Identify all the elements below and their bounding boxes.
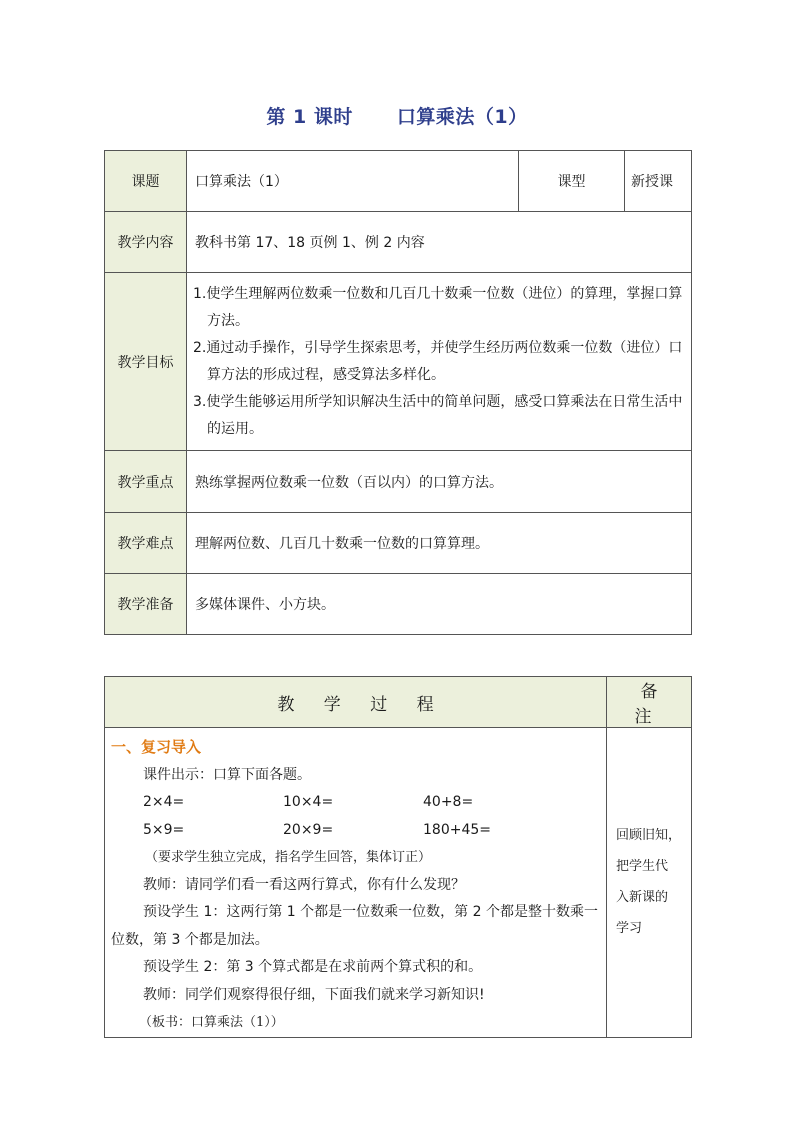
process-body-row [105,728,692,1038]
goals-label: 教学目标 [105,273,187,451]
content-label: 教学内容 [105,212,187,273]
row-goals [105,273,692,451]
goal-item: 1.使学生理解两位数乘一位数和几百几十数乘一位数（进位）的算理，掌握口算方法。 [193,285,683,329]
row-preparation [105,574,692,635]
subject-value: 口算乘法（1） [187,151,519,212]
expression: 2×4= [143,794,185,810]
section-title: 一、复习导入 [111,738,202,756]
note-line: 入新课的 [616,890,669,906]
student-answer-2: 预设学生 2：第 3 个算式都是在求前两个算式积的和。 [143,959,483,975]
goal-item: 3.使学生能够运用所学知识解决生活中的简单问题，感受口算乘法在日常生活中的运用。 [193,393,683,437]
teaching-process-table [104,676,692,1038]
expression: 5×9= [143,821,185,838]
key-label: 教学重点 [105,451,187,513]
row-difficulty [105,513,692,574]
difficulty-value: 理解两位数、几百几十数乘一位数的口算算理。 [187,513,692,574]
content-value: 教科书第 17、18 页例 1、例 2 内容 [187,212,692,273]
expression: 20×9= [283,821,334,838]
difficulty-label: 教学难点 [105,513,187,574]
process-content [105,728,607,1038]
note-line: 学习 [616,921,643,937]
goal-item: 2.通过动手操作，引导学生探索思考，并使学生经历两位数乘一位数（进位）口算方法的形成过程，感受算法多样化。 [193,339,683,383]
expression: 10×4= [283,794,334,810]
process-header: 教 学 过 程 [105,677,607,728]
row-subject [105,151,692,212]
note-line: 把学生代 [616,859,669,875]
type-value: 新授课 [625,151,692,212]
lesson-topic: 口算乘法（1） [396,106,528,128]
notes-header: 备 注 [607,677,692,728]
subject-label: 课题 [105,151,187,212]
student-answer-1: 预设学生 1：这两行第 1 个都是一位数乘一位数，第 2 个都是整十数乘一位数，第 3 个都是加法。 [111,904,598,948]
courseware-line: 课件出示：口算下面各题。 [143,766,311,783]
lesson-number: 第 1 课时 [266,106,353,128]
prep-label: 教学准备 [105,574,187,635]
row-key-point [105,451,692,513]
teacher-question: 教师：请同学们看一看这两行算式，你有什么发现？ [143,876,465,893]
board-writing: （板书：口算乘法（1）） [139,1015,284,1030]
note-line: 回顾旧知， [616,828,682,844]
process-header-row [105,677,692,728]
prep-value: 多媒体课件、小方块。 [187,574,692,635]
expression: 180+45= [423,821,491,838]
expression: 40+8= [423,794,474,810]
expression-row [111,817,600,845]
type-label: 课型 [519,151,625,212]
teacher-closing: 教师：同学们观察得很仔细，下面我们就来学习新知识! [143,986,485,1003]
notes-cell [607,728,692,1038]
expression-row [111,789,600,817]
page-title [0,102,794,129]
lesson-info-table [104,150,692,635]
row-content [105,212,692,273]
instruction-line: （要求学生独立完成，指名学生回答，集体订正） [145,850,432,865]
key-value: 熟练掌握两位数乘一位数（百以内）的口算方法。 [187,451,692,513]
goals-cell [187,273,692,451]
goals-list [187,281,691,443]
